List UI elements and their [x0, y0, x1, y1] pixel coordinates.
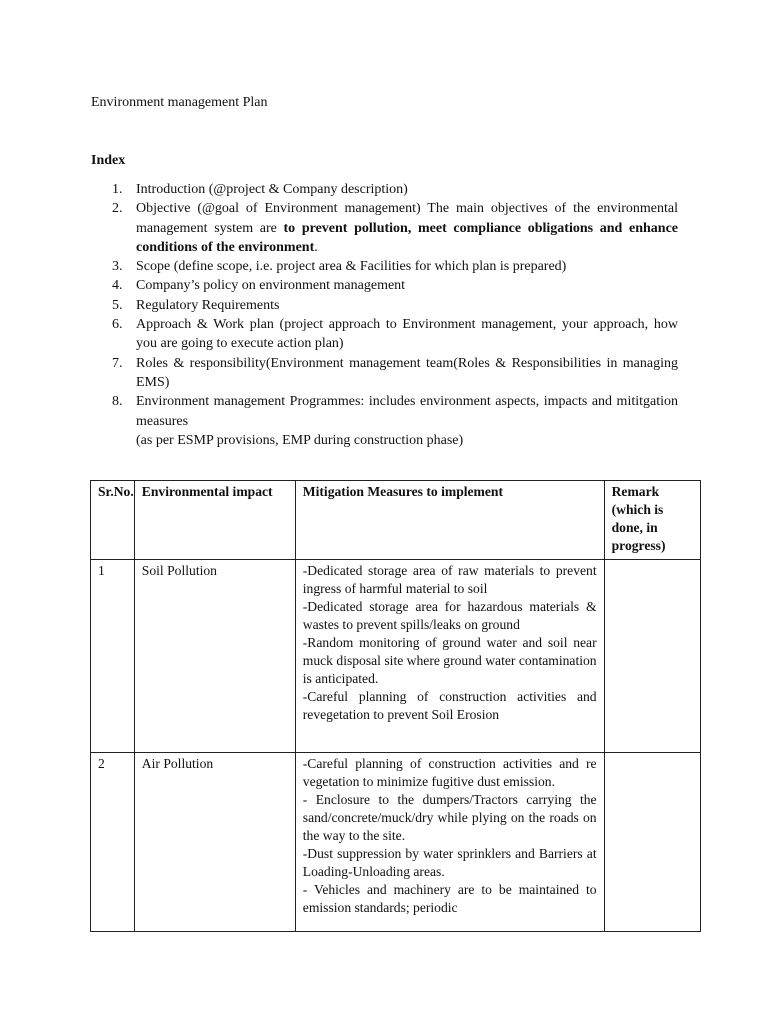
index-text: Company’s policy on environment management	[136, 278, 406, 294]
measure-item: -Dedicated storage area for hazardous materials & wastes to prevent spills/leaks on ground	[302, 599, 597, 632]
measure-item: -Dedicated storage area of raw materials to prevent ingress of harmful material to soil	[302, 563, 597, 596]
table-header-row	[91, 481, 701, 560]
index-text: Introduction (@project & Company description)	[136, 182, 408, 197]
index-item	[91, 180, 678, 199]
index-item	[91, 315, 678, 354]
index-number: 2.	[112, 201, 123, 217]
cell-sr-no: 1	[91, 560, 135, 753]
index-text-end: .	[314, 239, 318, 255]
measure-item: -Dust suppression by water sprinklers and Barriers at Loading-Unloading areas.	[302, 846, 597, 879]
index-number: 5.	[112, 297, 123, 313]
index-number: 8.	[112, 394, 123, 410]
index-number: 4.	[112, 278, 123, 294]
index-item	[91, 392, 678, 450]
index-number: 1.	[112, 182, 123, 197]
header-sr-no: Sr.No.	[91, 481, 135, 560]
index-item	[91, 354, 678, 393]
cell-remark	[604, 753, 700, 932]
table-row	[91, 753, 701, 932]
index-text: Scope (define scope, i.e. project area & Facilities for which plan is prepared)	[136, 259, 567, 275]
index-item	[91, 276, 678, 295]
measure-item: -Random monitoring of ground water and soil near muck disposal site where ground water contamination is anticipated.	[302, 635, 597, 686]
cell-impact: Air Pollution	[134, 753, 295, 932]
index-item	[91, 296, 678, 315]
index-text: Regulatory Requirements	[136, 297, 280, 313]
index-text-bold: to prevent pollution, meet compliance obligations and enhance conditions of the environment	[136, 220, 678, 255]
index-text: Roles & responsibility(Environment management team(Roles & Responsibilities in managing EMS)	[136, 355, 678, 390]
measure-item: - Enclosure to the dumpers/Tractors carrying the sand/concrete/muck/dry while plying on the roads on the way to the site.	[302, 792, 597, 843]
index-heading: Index	[91, 153, 126, 168]
measure-item: -Careful planning of construction activities and re vegetation to minimize fugitive dust emission.	[302, 756, 597, 789]
cell-remark	[604, 560, 700, 753]
index-list	[91, 180, 678, 450]
index-number: 6.	[112, 317, 123, 333]
cell-sr-no: 2	[91, 753, 135, 932]
index-note: (as per ESMP provisions, EMP during construction phase)	[136, 432, 464, 448]
index-item	[91, 199, 678, 257]
cell-impact: Soil Pollution	[134, 560, 295, 753]
index-number: 3.	[112, 259, 123, 275]
index-text: Approach & Work plan (project approach to Environment management, your approach, how you are going to execute action plan)	[136, 317, 678, 352]
measure-item: -Careful planning of construction activities and revegetation to prevent Soil Erosion	[302, 689, 597, 722]
measure-item: - Vehicles and machinery are to be maintained to emission standards; periodic	[302, 882, 597, 915]
document-title: Environment management Plan	[91, 95, 268, 110]
header-remark: Remark (which is done, in progress)	[604, 481, 700, 560]
index-text: Objective (@goal of Environment management) The main objectives of the environmental management system are	[136, 201, 678, 236]
mitigation-table	[90, 480, 701, 932]
header-mitigation-measures: Mitigation Measures to implement	[295, 481, 604, 560]
cell-mitigation	[295, 753, 604, 932]
cell-mitigation	[295, 560, 604, 753]
index-text: Environment management Programmes: includes environment aspects, impacts and mititgation measures	[136, 394, 678, 429]
index-number: 7.	[112, 355, 123, 371]
table-row	[91, 560, 701, 753]
header-environmental-impact: Environmental impact	[134, 481, 295, 560]
index-item	[91, 257, 678, 276]
